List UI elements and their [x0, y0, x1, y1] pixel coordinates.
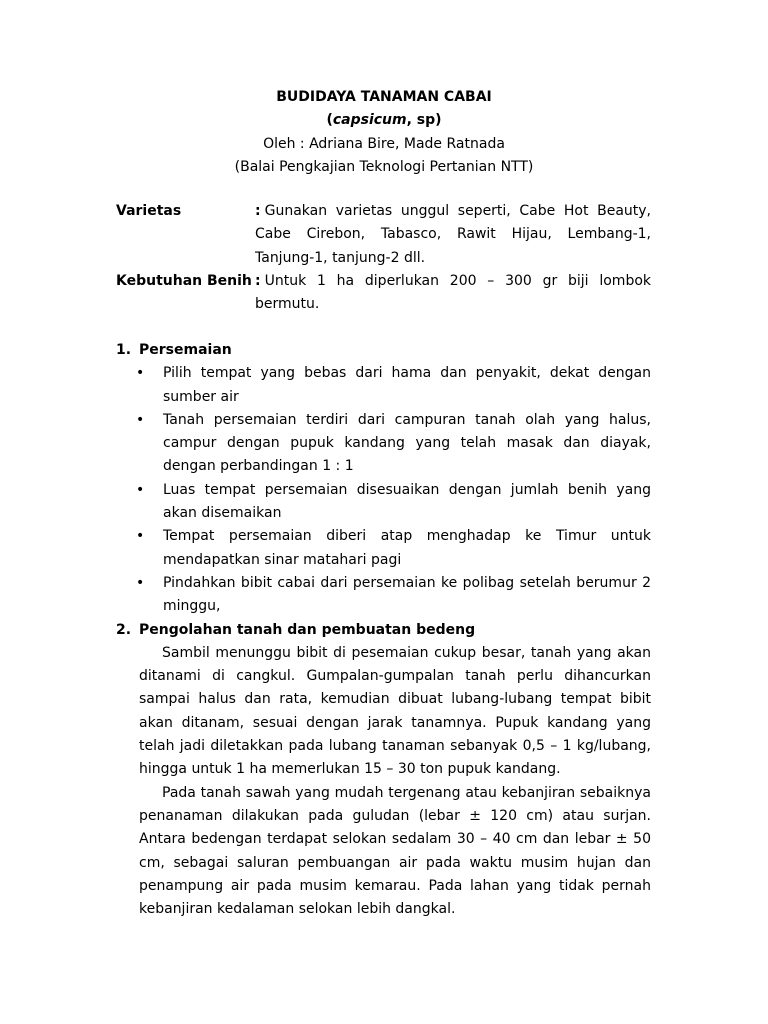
document-subtitle	[0, 109, 768, 132]
list-item	[116, 479, 651, 526]
benih-row	[116, 270, 651, 317]
document-title: BUDIDAYA TANAMAN CABAI	[276, 89, 492, 105]
subtitle-open: (	[326, 112, 333, 129]
list-item-text: Pindahkan bibit cabai dari persemaian ke polibag setelah berumur 2 minggu,	[163, 574, 651, 615]
bullet-icon: •	[136, 528, 145, 545]
section-heading-1	[116, 339, 651, 362]
benih-label: Kebutuhan Benih	[116, 272, 252, 289]
varietas-label: Varietas	[116, 203, 182, 219]
varietas-value-block	[255, 200, 651, 270]
varietas-row	[116, 200, 651, 270]
list-item-text: Luas tempat persemaian disesuaikan dengan jumlah benih yang akan disemaikan	[163, 481, 651, 522]
list-item	[116, 362, 651, 409]
bullet-icon: •	[136, 365, 145, 382]
bullet-icon: •	[136, 481, 145, 498]
document-authors: Oleh : Adriana Bire, Made Ratnada	[263, 135, 505, 152]
subtitle-italic: capsicum	[332, 112, 407, 129]
body-paragraph-2: Pada tanah sawah yang mudah tergenang atau kebanjiran sebaiknya penanaman dilakukan pada guludan (lebar ± 120 cm) atau surjan. Antara bedengan terdapat selokan sedalam 30 – 40 cm dan lebar ± 50 cm, sebagai saluran pembuangan air pada waktu musim hujan dan penampung air pada musim kemarau. Pada lahan yang tidak pernah kebanjiran kedalaman selokan lebih dangkal.	[139, 784, 651, 918]
persemaian-list	[116, 362, 651, 618]
bullet-icon: •	[136, 574, 145, 591]
list-item	[116, 525, 651, 572]
document-institution: (Balai Pengkajian Teknologi Pertanian NTT)	[234, 158, 534, 175]
body-paragraph-1: Sambil menunggu bibit di pesemaian cukup besar, tanah yang akan ditanami di cangkul. Gumpalan-gumpalan tanah perlu dihancurkan sampai halus dan rata, kemudian dibuat lubang-lubang tempat bibit akan ditanam, sesuai dengan jarak tanamnya. Pupuk kandang yang telah jadi diletakkan pada lubang tanaman sebanyak 0,5 – 1 kg/lubang, hingga untuk 1 ha memerlukan 15 – 30 ton pupuk kandang.	[139, 644, 651, 778]
varietas-value: Gunakan varietas unggul seperti, Cabe Hot Beauty, Cabe Cirebon, Tabasco, Rawit Hijau, Lembang-1, Tanjung-1, tanjung-2 dll.	[255, 203, 651, 266]
list-item-text: Tempat persemaian diberi atap menghadap ke Timur untuk mendapatkan sinar matahari pagi	[163, 528, 651, 568]
benih-value-block	[255, 270, 651, 317]
list-item-text: Tanah persemaian terdiri dari campuran tanah olah yang halus, campur dengan pupuk kandang yang telah masak dan diayak, dengan perbandingan 1 : 1	[163, 411, 651, 475]
list-item-text: Pilih tempat yang bebas dari hama dan penyakit, dekat dengan sumber air	[163, 365, 651, 405]
list-item	[116, 572, 651, 619]
section-title-2: Pengolahan tanah dan pembuatan bedeng	[139, 621, 476, 638]
section-number-1: 1.	[116, 342, 132, 358]
section-heading-2	[116, 619, 651, 642]
section-number-2: 2.	[116, 621, 132, 638]
subtitle-rest: , sp)	[406, 112, 442, 129]
list-item	[116, 409, 651, 479]
section-title-1: Persemaian	[139, 342, 232, 358]
varietas-colon: :	[255, 203, 261, 219]
benih-colon: :	[255, 272, 261, 289]
document-header	[0, 86, 768, 179]
benih-value: Untuk 1 ha diperlukan 200 – 300 gr biji lombok bermutu.	[255, 272, 651, 313]
metadata-block	[116, 200, 651, 316]
document-body	[116, 339, 651, 921]
bullet-icon: •	[136, 411, 145, 428]
